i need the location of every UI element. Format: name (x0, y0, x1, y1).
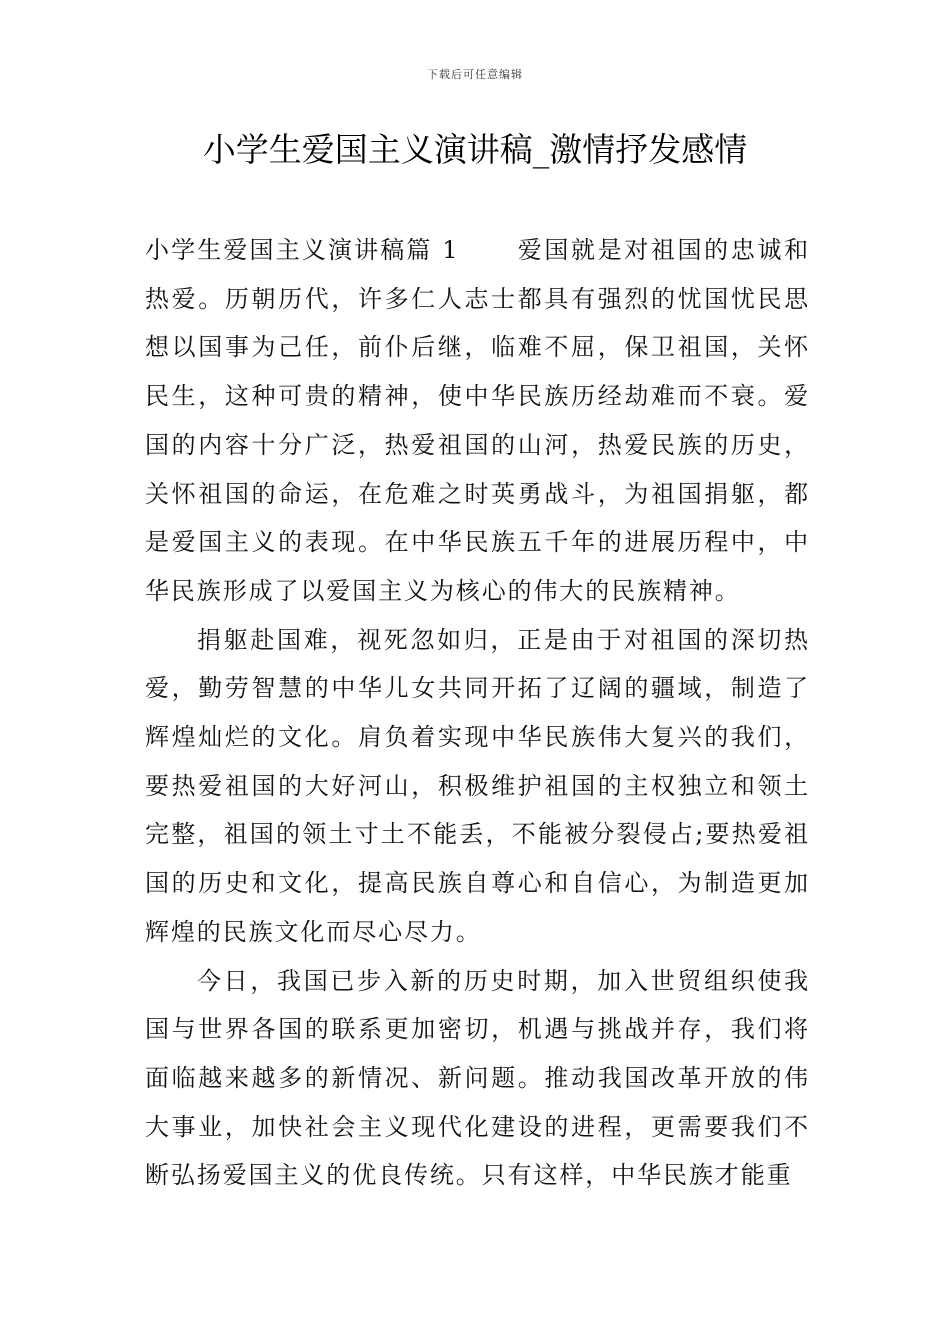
paragraph-1 (145, 226, 810, 616)
paragraph-2: 捐躯赴国难，视死忽如归，正是由于对祖国的深切热爱，勤劳智慧的中华儿女共同开拓了辽阔的疆域，制造了辉煌灿烂的文化。肩负着实现中华民族伟大复兴的我们，要热爱祖国的大好河山，积极维护祖国的主权独立和领土完整，祖国的领土寸土不能丢，不能被分裂侵占;要热爱祖国的历史和文化，提高民族自尊心和自信心，为制造更加辉煌的民族文化而尽心尽力。 (145, 625, 810, 946)
section-heading: 小学生爱国主义演讲稿篇 1 (145, 236, 459, 264)
paragraph-1-text: 爱国就是对祖国的忠诚和热爱。历朝历代，许多仁人志士都具有强烈的忧国忧民思想以国事为己任，前仆后继，临难不屈，保卫祖国，关怀民生，这种可贵的精神，使中华民族历经劫难而不衰。爱国的内容十分广泛，热爱祖国的山河，热爱民族的历史，关怀祖国的命运，在危难之时英勇战斗，为祖国捐躯，都是爱国主义的表现。在中华民族五千年的进展历程中，中华民族形成了以爱国主义为核心的伟大的民族精神。 (145, 236, 810, 605)
header-note: 下载后可任意编辑 (427, 68, 523, 81)
document-body (145, 226, 810, 1200)
paragraph-3: 今日，我国已步入新的历史时期，加入世贸组织使我国与世界各国的联系更加密切，机遇与挑战并存，我们将面临越来越多的新情况、新问题。推动我国改革开放的伟大事业，加快社会主义现代化建设的进程，更需要我们不断弘扬爱国主义的优良传统。只有这样，中华民族才能重 (145, 966, 810, 1190)
document-title: 小学生爱国主义演讲稿_激情抒发感情 (202, 130, 748, 169)
